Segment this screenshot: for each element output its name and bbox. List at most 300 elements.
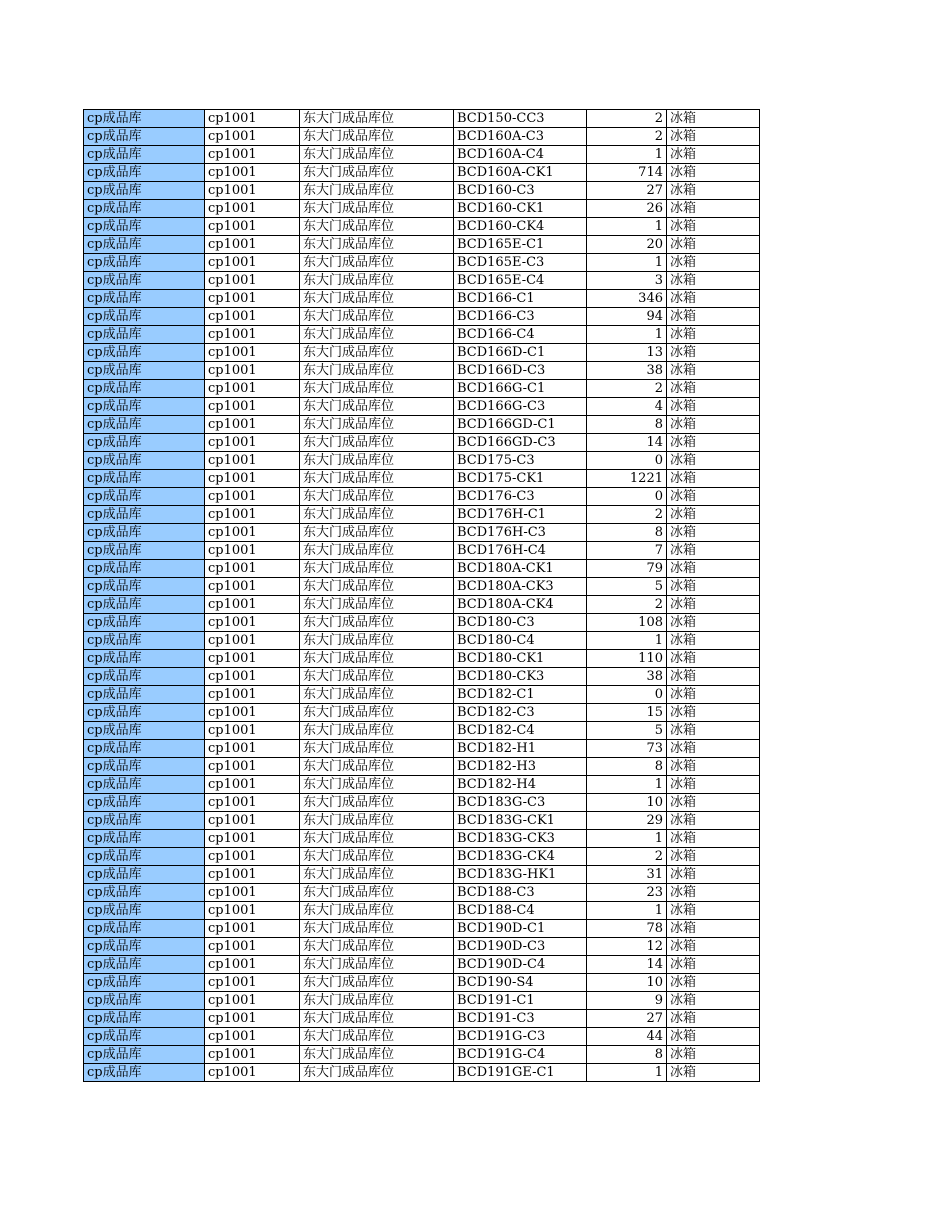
quantity-cell[interactable]: 31 <box>587 866 667 884</box>
category-cell[interactable]: 冰箱 <box>667 1064 760 1082</box>
quantity-cell[interactable]: 1 <box>587 218 667 236</box>
quantity-cell[interactable]: 1 <box>587 326 667 344</box>
model-cell[interactable]: BCD166GD-C1 <box>454 416 587 434</box>
model-cell[interactable]: BCD176-C3 <box>454 488 587 506</box>
quantity-cell[interactable]: 14 <box>587 956 667 974</box>
warehouse-code-cell[interactable]: cp1001 <box>205 290 300 308</box>
warehouse-cell[interactable]: cp成品库 <box>84 380 205 398</box>
model-cell[interactable]: BCD190-S4 <box>454 974 587 992</box>
warehouse-cell[interactable]: cp成品库 <box>84 218 205 236</box>
warehouse-cell[interactable]: cp成品库 <box>84 308 205 326</box>
warehouse-cell[interactable]: cp成品库 <box>84 470 205 488</box>
quantity-cell[interactable]: 2 <box>587 596 667 614</box>
quantity-cell[interactable]: 23 <box>587 884 667 902</box>
quantity-cell[interactable]: 15 <box>587 704 667 722</box>
quantity-cell[interactable]: 2 <box>587 506 667 524</box>
category-cell[interactable]: 冰箱 <box>667 812 760 830</box>
quantity-cell[interactable]: 7 <box>587 542 667 560</box>
warehouse-code-cell[interactable]: cp1001 <box>205 200 300 218</box>
quantity-cell[interactable]: 0 <box>587 452 667 470</box>
quantity-cell[interactable]: 1221 <box>587 470 667 488</box>
location-cell[interactable]: 东大门成品库位 <box>300 326 454 344</box>
category-cell[interactable]: 冰箱 <box>667 308 760 326</box>
quantity-cell[interactable]: 1 <box>587 254 667 272</box>
quantity-cell[interactable]: 5 <box>587 578 667 596</box>
warehouse-cell[interactable]: cp成品库 <box>84 128 205 146</box>
quantity-cell[interactable]: 4 <box>587 398 667 416</box>
category-cell[interactable]: 冰箱 <box>667 254 760 272</box>
warehouse-cell[interactable]: cp成品库 <box>84 956 205 974</box>
warehouse-cell[interactable]: cp成品库 <box>84 920 205 938</box>
model-cell[interactable]: BCD166GD-C3 <box>454 434 587 452</box>
quantity-cell[interactable]: 1 <box>587 830 667 848</box>
warehouse-code-cell[interactable]: cp1001 <box>205 758 300 776</box>
model-cell[interactable]: BCD190D-C1 <box>454 920 587 938</box>
location-cell[interactable]: 东大门成品库位 <box>300 488 454 506</box>
warehouse-cell[interactable]: cp成品库 <box>84 596 205 614</box>
quantity-cell[interactable]: 1 <box>587 776 667 794</box>
location-cell[interactable]: 东大门成品库位 <box>300 812 454 830</box>
warehouse-cell[interactable]: cp成品库 <box>84 362 205 380</box>
category-cell[interactable]: 冰箱 <box>667 1010 760 1028</box>
category-cell[interactable]: 冰箱 <box>667 470 760 488</box>
category-cell[interactable]: 冰箱 <box>667 632 760 650</box>
category-cell[interactable]: 冰箱 <box>667 164 760 182</box>
quantity-cell[interactable]: 1 <box>587 1064 667 1082</box>
warehouse-cell[interactable]: cp成品库 <box>84 524 205 542</box>
category-cell[interactable]: 冰箱 <box>667 668 760 686</box>
location-cell[interactable]: 东大门成品库位 <box>300 848 454 866</box>
quantity-cell[interactable]: 14 <box>587 434 667 452</box>
warehouse-cell[interactable]: cp成品库 <box>84 398 205 416</box>
quantity-cell[interactable]: 94 <box>587 308 667 326</box>
warehouse-cell[interactable]: cp成品库 <box>84 272 205 290</box>
category-cell[interactable]: 冰箱 <box>667 200 760 218</box>
model-cell[interactable]: BCD166D-C3 <box>454 362 587 380</box>
location-cell[interactable]: 东大门成品库位 <box>300 524 454 542</box>
warehouse-code-cell[interactable]: cp1001 <box>205 578 300 596</box>
warehouse-code-cell[interactable]: cp1001 <box>205 254 300 272</box>
quantity-cell[interactable]: 73 <box>587 740 667 758</box>
location-cell[interactable]: 东大门成品库位 <box>300 146 454 164</box>
warehouse-code-cell[interactable]: cp1001 <box>205 992 300 1010</box>
location-cell[interactable]: 东大门成品库位 <box>300 668 454 686</box>
location-cell[interactable]: 东大门成品库位 <box>300 182 454 200</box>
model-cell[interactable]: BCD166G-C1 <box>454 380 587 398</box>
warehouse-code-cell[interactable]: cp1001 <box>205 884 300 902</box>
warehouse-cell[interactable]: cp成品库 <box>84 434 205 452</box>
warehouse-code-cell[interactable]: cp1001 <box>205 974 300 992</box>
warehouse-code-cell[interactable]: cp1001 <box>205 182 300 200</box>
category-cell[interactable]: 冰箱 <box>667 434 760 452</box>
warehouse-cell[interactable]: cp成品库 <box>84 686 205 704</box>
category-cell[interactable]: 冰箱 <box>667 578 760 596</box>
category-cell[interactable]: 冰箱 <box>667 722 760 740</box>
category-cell[interactable]: 冰箱 <box>667 776 760 794</box>
model-cell[interactable]: BCD182-H4 <box>454 776 587 794</box>
category-cell[interactable]: 冰箱 <box>667 974 760 992</box>
warehouse-cell[interactable]: cp成品库 <box>84 758 205 776</box>
warehouse-code-cell[interactable]: cp1001 <box>205 542 300 560</box>
warehouse-code-cell[interactable]: cp1001 <box>205 668 300 686</box>
warehouse-cell[interactable]: cp成品库 <box>84 740 205 758</box>
quantity-cell[interactable]: 38 <box>587 668 667 686</box>
model-cell[interactable]: BCD176H-C1 <box>454 506 587 524</box>
model-cell[interactable]: BCD180A-CK3 <box>454 578 587 596</box>
warehouse-cell[interactable]: cp成品库 <box>84 794 205 812</box>
model-cell[interactable]: BCD182-C3 <box>454 704 587 722</box>
warehouse-code-cell[interactable]: cp1001 <box>205 866 300 884</box>
model-cell[interactable]: BCD191G-C3 <box>454 1028 587 1046</box>
quantity-cell[interactable]: 8 <box>587 1046 667 1064</box>
model-cell[interactable]: BCD165E-C3 <box>454 254 587 272</box>
location-cell[interactable]: 东大门成品库位 <box>300 902 454 920</box>
category-cell[interactable]: 冰箱 <box>667 416 760 434</box>
location-cell[interactable]: 东大门成品库位 <box>300 722 454 740</box>
warehouse-code-cell[interactable]: cp1001 <box>205 956 300 974</box>
model-cell[interactable]: BCD182-C1 <box>454 686 587 704</box>
model-cell[interactable]: BCD182-C4 <box>454 722 587 740</box>
quantity-cell[interactable]: 2 <box>587 848 667 866</box>
warehouse-code-cell[interactable]: cp1001 <box>205 1028 300 1046</box>
location-cell[interactable]: 东大门成品库位 <box>300 362 454 380</box>
location-cell[interactable]: 东大门成品库位 <box>300 866 454 884</box>
location-cell[interactable]: 东大门成品库位 <box>300 650 454 668</box>
location-cell[interactable]: 东大门成品库位 <box>300 740 454 758</box>
warehouse-cell[interactable]: cp成品库 <box>84 254 205 272</box>
quantity-cell[interactable]: 2 <box>587 380 667 398</box>
warehouse-code-cell[interactable]: cp1001 <box>205 794 300 812</box>
warehouse-cell[interactable]: cp成品库 <box>84 416 205 434</box>
location-cell[interactable]: 东大门成品库位 <box>300 236 454 254</box>
warehouse-cell[interactable]: cp成品库 <box>84 866 205 884</box>
warehouse-code-cell[interactable]: cp1001 <box>205 1046 300 1064</box>
location-cell[interactable]: 东大门成品库位 <box>300 938 454 956</box>
model-cell[interactable]: BCD188-C4 <box>454 902 587 920</box>
warehouse-code-cell[interactable]: cp1001 <box>205 524 300 542</box>
warehouse-code-cell[interactable]: cp1001 <box>205 362 300 380</box>
warehouse-code-cell[interactable]: cp1001 <box>205 110 300 128</box>
warehouse-code-cell[interactable]: cp1001 <box>205 1010 300 1028</box>
location-cell[interactable]: 东大门成品库位 <box>300 560 454 578</box>
warehouse-cell[interactable]: cp成品库 <box>84 848 205 866</box>
quantity-cell[interactable]: 20 <box>587 236 667 254</box>
quantity-cell[interactable]: 3 <box>587 272 667 290</box>
warehouse-cell[interactable]: cp成品库 <box>84 1064 205 1082</box>
model-cell[interactable]: BCD180-C3 <box>454 614 587 632</box>
quantity-cell[interactable]: 714 <box>587 164 667 182</box>
quantity-cell[interactable]: 2 <box>587 128 667 146</box>
category-cell[interactable]: 冰箱 <box>667 110 760 128</box>
warehouse-cell[interactable]: cp成品库 <box>84 614 205 632</box>
model-cell[interactable]: BCD191-C3 <box>454 1010 587 1028</box>
category-cell[interactable]: 冰箱 <box>667 542 760 560</box>
warehouse-code-cell[interactable]: cp1001 <box>205 920 300 938</box>
category-cell[interactable]: 冰箱 <box>667 992 760 1010</box>
location-cell[interactable]: 东大门成品库位 <box>300 704 454 722</box>
model-cell[interactable]: BCD180-CK3 <box>454 668 587 686</box>
warehouse-cell[interactable]: cp成品库 <box>84 704 205 722</box>
warehouse-code-cell[interactable]: cp1001 <box>205 344 300 362</box>
location-cell[interactable]: 东大门成品库位 <box>300 164 454 182</box>
location-cell[interactable]: 东大门成品库位 <box>300 344 454 362</box>
category-cell[interactable]: 冰箱 <box>667 362 760 380</box>
model-cell[interactable]: BCD160-CK4 <box>454 218 587 236</box>
warehouse-code-cell[interactable]: cp1001 <box>205 776 300 794</box>
warehouse-code-cell[interactable]: cp1001 <box>205 686 300 704</box>
model-cell[interactable]: BCD165E-C1 <box>454 236 587 254</box>
location-cell[interactable]: 东大门成品库位 <box>300 542 454 560</box>
model-cell[interactable]: BCD166D-C1 <box>454 344 587 362</box>
quantity-cell[interactable]: 110 <box>587 650 667 668</box>
quantity-cell[interactable]: 0 <box>587 488 667 506</box>
model-cell[interactable]: BCD190D-C4 <box>454 956 587 974</box>
warehouse-cell[interactable]: cp成品库 <box>84 164 205 182</box>
warehouse-code-cell[interactable]: cp1001 <box>205 812 300 830</box>
location-cell[interactable]: 东大门成品库位 <box>300 1046 454 1064</box>
location-cell[interactable]: 东大门成品库位 <box>300 1010 454 1028</box>
quantity-cell[interactable]: 108 <box>587 614 667 632</box>
location-cell[interactable]: 东大门成品库位 <box>300 1064 454 1082</box>
location-cell[interactable]: 东大门成品库位 <box>300 470 454 488</box>
category-cell[interactable]: 冰箱 <box>667 488 760 506</box>
location-cell[interactable]: 东大门成品库位 <box>300 452 454 470</box>
quantity-cell[interactable]: 27 <box>587 1010 667 1028</box>
category-cell[interactable]: 冰箱 <box>667 614 760 632</box>
warehouse-code-cell[interactable]: cp1001 <box>205 938 300 956</box>
category-cell[interactable]: 冰箱 <box>667 146 760 164</box>
location-cell[interactable]: 东大门成品库位 <box>300 506 454 524</box>
location-cell[interactable]: 东大门成品库位 <box>300 992 454 1010</box>
model-cell[interactable]: BCD188-C3 <box>454 884 587 902</box>
category-cell[interactable]: 冰箱 <box>667 920 760 938</box>
warehouse-code-cell[interactable]: cp1001 <box>205 452 300 470</box>
category-cell[interactable]: 冰箱 <box>667 758 760 776</box>
quantity-cell[interactable]: 13 <box>587 344 667 362</box>
category-cell[interactable]: 冰箱 <box>667 938 760 956</box>
model-cell[interactable]: BCD180-CK1 <box>454 650 587 668</box>
category-cell[interactable]: 冰箱 <box>667 956 760 974</box>
warehouse-cell[interactable]: cp成品库 <box>84 974 205 992</box>
warehouse-cell[interactable]: cp成品库 <box>84 578 205 596</box>
warehouse-cell[interactable]: cp成品库 <box>84 812 205 830</box>
category-cell[interactable]: 冰箱 <box>667 704 760 722</box>
location-cell[interactable]: 东大门成品库位 <box>300 110 454 128</box>
warehouse-cell[interactable]: cp成品库 <box>84 236 205 254</box>
category-cell[interactable]: 冰箱 <box>667 452 760 470</box>
warehouse-cell[interactable]: cp成品库 <box>84 452 205 470</box>
category-cell[interactable]: 冰箱 <box>667 848 760 866</box>
category-cell[interactable]: 冰箱 <box>667 866 760 884</box>
category-cell[interactable]: 冰箱 <box>667 794 760 812</box>
warehouse-cell[interactable]: cp成品库 <box>84 830 205 848</box>
category-cell[interactable]: 冰箱 <box>667 182 760 200</box>
model-cell[interactable]: BCD180A-CK4 <box>454 596 587 614</box>
category-cell[interactable]: 冰箱 <box>667 524 760 542</box>
location-cell[interactable]: 东大门成品库位 <box>300 272 454 290</box>
warehouse-code-cell[interactable]: cp1001 <box>205 506 300 524</box>
quantity-cell[interactable]: 8 <box>587 416 667 434</box>
model-cell[interactable]: BCD160A-C3 <box>454 128 587 146</box>
quantity-cell[interactable]: 10 <box>587 794 667 812</box>
location-cell[interactable]: 东大门成品库位 <box>300 920 454 938</box>
model-cell[interactable]: BCD175-C3 <box>454 452 587 470</box>
model-cell[interactable]: BCD160A-C4 <box>454 146 587 164</box>
warehouse-code-cell[interactable]: cp1001 <box>205 902 300 920</box>
location-cell[interactable]: 东大门成品库位 <box>300 956 454 974</box>
warehouse-cell[interactable]: cp成品库 <box>84 488 205 506</box>
warehouse-cell[interactable]: cp成品库 <box>84 344 205 362</box>
model-cell[interactable]: BCD183G-C3 <box>454 794 587 812</box>
warehouse-cell[interactable]: cp成品库 <box>84 884 205 902</box>
location-cell[interactable]: 东大门成品库位 <box>300 794 454 812</box>
warehouse-cell[interactable]: cp成品库 <box>84 506 205 524</box>
category-cell[interactable]: 冰箱 <box>667 290 760 308</box>
location-cell[interactable]: 东大门成品库位 <box>300 632 454 650</box>
warehouse-code-cell[interactable]: cp1001 <box>205 1064 300 1082</box>
quantity-cell[interactable]: 9 <box>587 992 667 1010</box>
location-cell[interactable]: 东大门成品库位 <box>300 200 454 218</box>
quantity-cell[interactable]: 27 <box>587 182 667 200</box>
category-cell[interactable]: 冰箱 <box>667 830 760 848</box>
category-cell[interactable]: 冰箱 <box>667 128 760 146</box>
model-cell[interactable]: BCD191-C1 <box>454 992 587 1010</box>
location-cell[interactable]: 东大门成品库位 <box>300 254 454 272</box>
model-cell[interactable]: BCD180A-CK1 <box>454 560 587 578</box>
warehouse-cell[interactable]: cp成品库 <box>84 992 205 1010</box>
warehouse-code-cell[interactable]: cp1001 <box>205 722 300 740</box>
model-cell[interactable]: BCD166G-C3 <box>454 398 587 416</box>
location-cell[interactable]: 东大门成品库位 <box>300 614 454 632</box>
warehouse-cell[interactable]: cp成品库 <box>84 1028 205 1046</box>
location-cell[interactable]: 东大门成品库位 <box>300 758 454 776</box>
category-cell[interactable]: 冰箱 <box>667 236 760 254</box>
warehouse-code-cell[interactable]: cp1001 <box>205 740 300 758</box>
category-cell[interactable]: 冰箱 <box>667 506 760 524</box>
category-cell[interactable]: 冰箱 <box>667 1046 760 1064</box>
location-cell[interactable]: 东大门成品库位 <box>300 308 454 326</box>
warehouse-cell[interactable]: cp成品库 <box>84 182 205 200</box>
category-cell[interactable]: 冰箱 <box>667 326 760 344</box>
category-cell[interactable]: 冰箱 <box>667 380 760 398</box>
category-cell[interactable]: 冰箱 <box>667 902 760 920</box>
category-cell[interactable]: 冰箱 <box>667 272 760 290</box>
model-cell[interactable]: BCD183G-HK1 <box>454 866 587 884</box>
category-cell[interactable]: 冰箱 <box>667 740 760 758</box>
model-cell[interactable]: BCD176H-C3 <box>454 524 587 542</box>
warehouse-cell[interactable]: cp成品库 <box>84 722 205 740</box>
warehouse-code-cell[interactable]: cp1001 <box>205 848 300 866</box>
warehouse-code-cell[interactable]: cp1001 <box>205 218 300 236</box>
model-cell[interactable]: BCD183G-CK1 <box>454 812 587 830</box>
warehouse-code-cell[interactable]: cp1001 <box>205 236 300 254</box>
quantity-cell[interactable]: 44 <box>587 1028 667 1046</box>
quantity-cell[interactable]: 12 <box>587 938 667 956</box>
warehouse-code-cell[interactable]: cp1001 <box>205 398 300 416</box>
location-cell[interactable]: 东大门成品库位 <box>300 884 454 902</box>
quantity-cell[interactable]: 79 <box>587 560 667 578</box>
warehouse-cell[interactable]: cp成品库 <box>84 632 205 650</box>
warehouse-code-cell[interactable]: cp1001 <box>205 308 300 326</box>
warehouse-cell[interactable]: cp成品库 <box>84 560 205 578</box>
warehouse-code-cell[interactable]: cp1001 <box>205 380 300 398</box>
warehouse-code-cell[interactable]: cp1001 <box>205 164 300 182</box>
warehouse-code-cell[interactable]: cp1001 <box>205 434 300 452</box>
location-cell[interactable]: 东大门成品库位 <box>300 398 454 416</box>
warehouse-code-cell[interactable]: cp1001 <box>205 632 300 650</box>
category-cell[interactable]: 冰箱 <box>667 398 760 416</box>
location-cell[interactable]: 东大门成品库位 <box>300 218 454 236</box>
location-cell[interactable]: 东大门成品库位 <box>300 434 454 452</box>
model-cell[interactable]: BCD160-CK1 <box>454 200 587 218</box>
location-cell[interactable]: 东大门成品库位 <box>300 686 454 704</box>
quantity-cell[interactable]: 2 <box>587 110 667 128</box>
model-cell[interactable]: BCD160-C3 <box>454 182 587 200</box>
warehouse-code-cell[interactable]: cp1001 <box>205 830 300 848</box>
quantity-cell[interactable]: 1 <box>587 632 667 650</box>
model-cell[interactable]: BCD150-CC3 <box>454 110 587 128</box>
model-cell[interactable]: BCD191G-C4 <box>454 1046 587 1064</box>
warehouse-code-cell[interactable]: cp1001 <box>205 488 300 506</box>
category-cell[interactable]: 冰箱 <box>667 686 760 704</box>
location-cell[interactable]: 东大门成品库位 <box>300 380 454 398</box>
quantity-cell[interactable]: 78 <box>587 920 667 938</box>
quantity-cell[interactable]: 1 <box>587 902 667 920</box>
model-cell[interactable]: BCD183G-CK4 <box>454 848 587 866</box>
warehouse-code-cell[interactable]: cp1001 <box>205 650 300 668</box>
warehouse-cell[interactable]: cp成品库 <box>84 146 205 164</box>
warehouse-code-cell[interactable]: cp1001 <box>205 470 300 488</box>
category-cell[interactable]: 冰箱 <box>667 344 760 362</box>
quantity-cell[interactable]: 8 <box>587 524 667 542</box>
warehouse-code-cell[interactable]: cp1001 <box>205 128 300 146</box>
location-cell[interactable]: 东大门成品库位 <box>300 974 454 992</box>
location-cell[interactable]: 东大门成品库位 <box>300 128 454 146</box>
warehouse-cell[interactable]: cp成品库 <box>84 290 205 308</box>
model-cell[interactable]: BCD166-C3 <box>454 308 587 326</box>
model-cell[interactable]: BCD166-C4 <box>454 326 587 344</box>
warehouse-cell[interactable]: cp成品库 <box>84 326 205 344</box>
warehouse-cell[interactable]: cp成品库 <box>84 938 205 956</box>
warehouse-cell[interactable]: cp成品库 <box>84 668 205 686</box>
warehouse-cell[interactable]: cp成品库 <box>84 650 205 668</box>
category-cell[interactable]: 冰箱 <box>667 650 760 668</box>
warehouse-cell[interactable]: cp成品库 <box>84 1046 205 1064</box>
warehouse-cell[interactable]: cp成品库 <box>84 200 205 218</box>
warehouse-code-cell[interactable]: cp1001 <box>205 614 300 632</box>
quantity-cell[interactable]: 38 <box>587 362 667 380</box>
location-cell[interactable]: 东大门成品库位 <box>300 416 454 434</box>
location-cell[interactable]: 东大门成品库位 <box>300 290 454 308</box>
category-cell[interactable]: 冰箱 <box>667 218 760 236</box>
warehouse-code-cell[interactable]: cp1001 <box>205 560 300 578</box>
model-cell[interactable]: BCD191GE-C1 <box>454 1064 587 1082</box>
warehouse-code-cell[interactable]: cp1001 <box>205 596 300 614</box>
warehouse-cell[interactable]: cp成品库 <box>84 110 205 128</box>
location-cell[interactable]: 东大门成品库位 <box>300 596 454 614</box>
category-cell[interactable]: 冰箱 <box>667 884 760 902</box>
quantity-cell[interactable]: 8 <box>587 758 667 776</box>
category-cell[interactable]: 冰箱 <box>667 1028 760 1046</box>
model-cell[interactable]: BCD182-H3 <box>454 758 587 776</box>
warehouse-code-cell[interactable]: cp1001 <box>205 272 300 290</box>
model-cell[interactable]: BCD175-CK1 <box>454 470 587 488</box>
category-cell[interactable]: 冰箱 <box>667 596 760 614</box>
quantity-cell[interactable]: 5 <box>587 722 667 740</box>
model-cell[interactable]: BCD190D-C3 <box>454 938 587 956</box>
quantity-cell[interactable]: 26 <box>587 200 667 218</box>
warehouse-cell[interactable]: cp成品库 <box>84 902 205 920</box>
